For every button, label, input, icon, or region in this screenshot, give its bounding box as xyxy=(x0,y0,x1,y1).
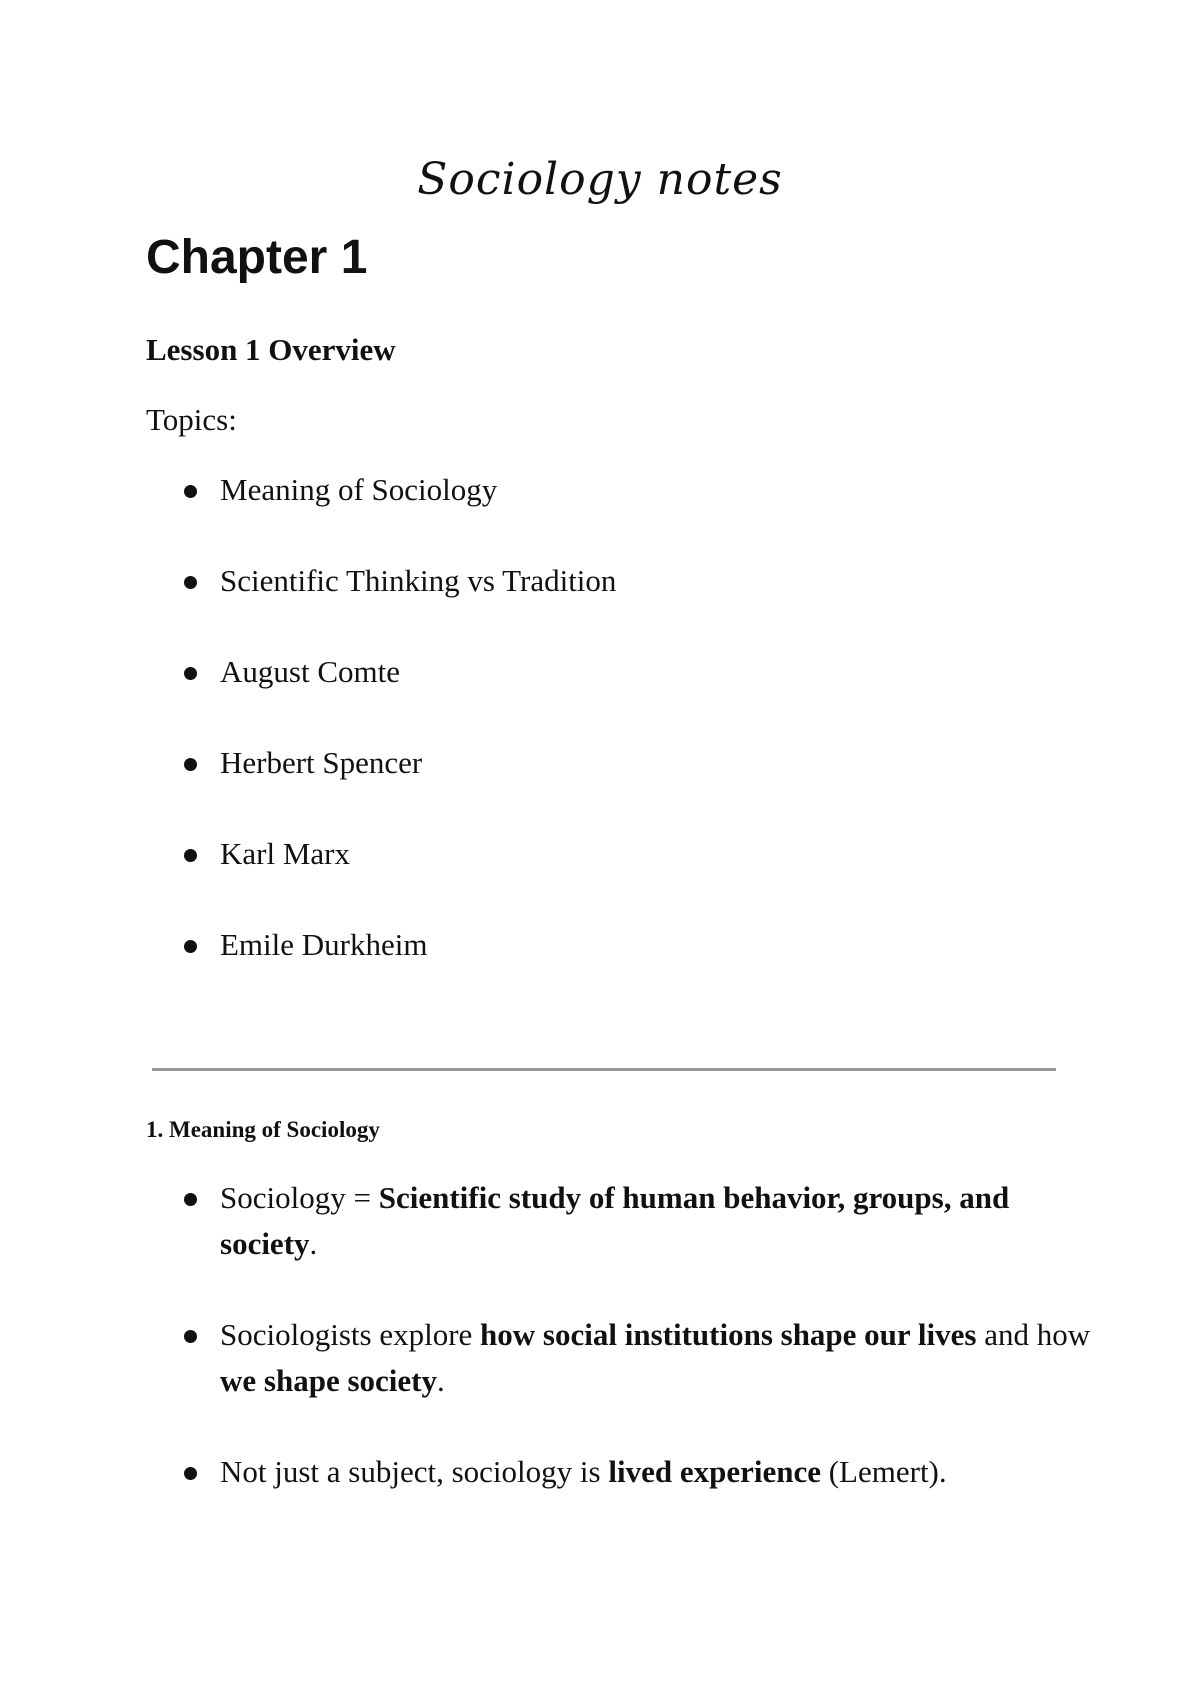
section-bullet xyxy=(220,1312,1100,1404)
bullet-icon xyxy=(184,1467,197,1480)
bullet-text-bold: we shape society xyxy=(220,1363,437,1398)
bullet-text-plain: and how xyxy=(976,1317,1091,1352)
chapter-heading: Chapter 1 xyxy=(146,231,368,284)
topic-item xyxy=(220,831,1100,877)
bullet-text-bold: how social institutions shape our lives xyxy=(480,1317,977,1352)
bullet-text-plain: Sociology = xyxy=(220,1180,379,1215)
section-bullet xyxy=(220,1175,1100,1267)
bullet-text-plain: (Lemert). xyxy=(820,1454,947,1489)
bullet-text-plain: Sociologists explore xyxy=(220,1317,481,1352)
topic-item xyxy=(220,740,1100,786)
bullet-icon xyxy=(184,485,197,498)
document-title: Sociology notes xyxy=(417,154,783,205)
topic-item xyxy=(220,922,1100,968)
bullet-icon xyxy=(184,576,197,589)
bullet-icon xyxy=(184,1330,197,1343)
bullet-text-plain: Not just a subject, sociology is xyxy=(220,1454,609,1489)
bullet-icon xyxy=(184,849,197,862)
bullet-text-bold: Scientific study of human behavior, groups, and society xyxy=(220,1180,1010,1261)
topic-label: Scientific Thinking vs Tradition xyxy=(220,563,617,598)
bullet-text-plain: . xyxy=(309,1226,318,1261)
topic-label: Meaning of Sociology xyxy=(220,472,498,507)
section-bullet xyxy=(220,1449,1100,1495)
topics-label: Topics: xyxy=(146,402,237,437)
section-heading: 1. Meaning of Sociology xyxy=(146,1117,380,1142)
topic-label: Emile Durkheim xyxy=(220,927,428,962)
bullet-text-plain: . xyxy=(436,1363,445,1398)
bullet-icon xyxy=(184,758,197,771)
bullet-icon xyxy=(184,667,197,680)
topic-label: Herbert Spencer xyxy=(220,745,423,780)
bullet-text-bold: lived experience xyxy=(608,1454,821,1489)
topic-item xyxy=(220,558,1100,604)
lesson-heading: Lesson 1 Overview xyxy=(146,332,396,367)
bullet-icon xyxy=(184,940,197,953)
horizontal-divider xyxy=(152,1068,1056,1071)
topic-item xyxy=(220,467,1100,513)
topic-item xyxy=(220,649,1100,695)
bullet-icon xyxy=(184,1193,197,1206)
topic-label: Karl Marx xyxy=(220,836,350,871)
topic-label: August Comte xyxy=(220,654,400,689)
